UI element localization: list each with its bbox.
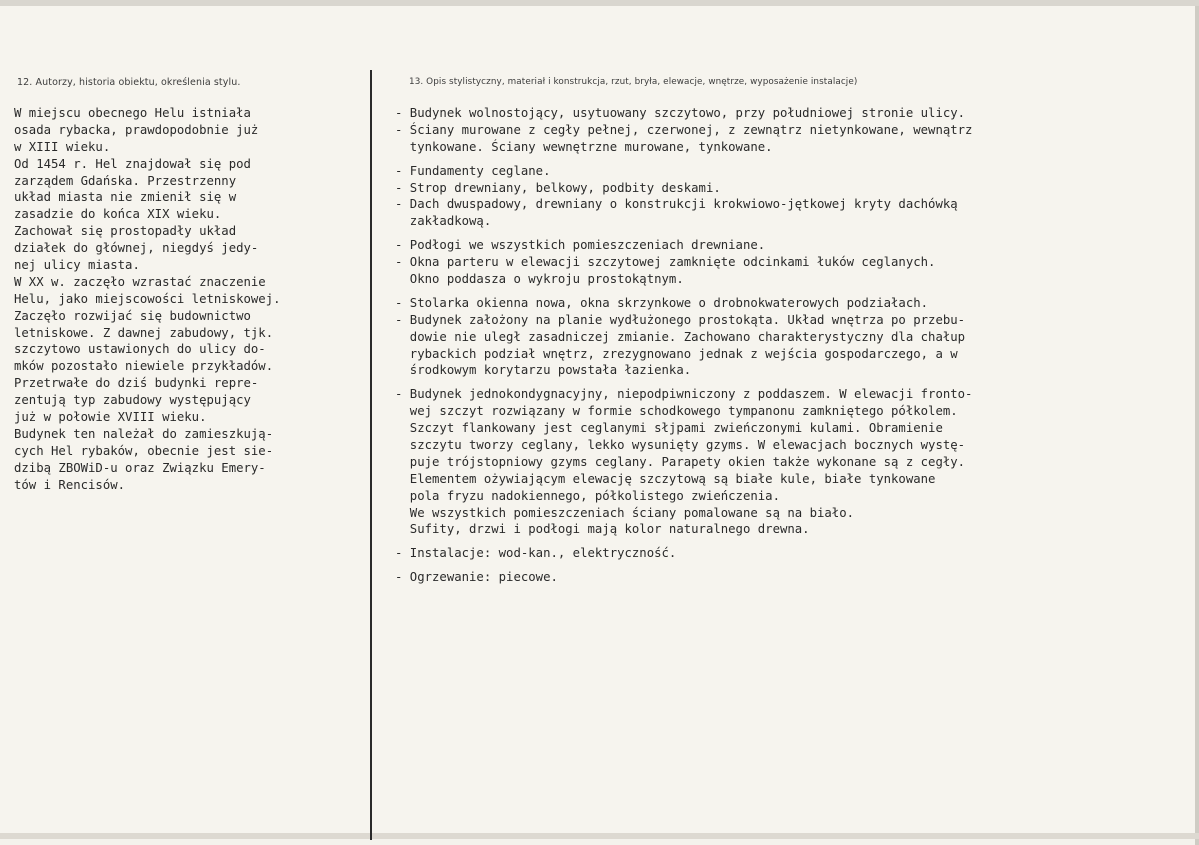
description-line: - Podłogi we wszystkich pomieszczeniach drewniane. xyxy=(395,238,766,253)
description-line: We wszystkich pomieszczeniach ściany pomalowane są na biało. xyxy=(395,505,855,520)
card-edge-bottom xyxy=(0,833,1199,839)
history-line: Helu, jako miejscowości letniskowej. xyxy=(14,291,281,306)
history-line: W XX w. zaczęło wzrastać znaczenie xyxy=(14,274,266,289)
history-line: Zaczęło rozwijać się budownictwo xyxy=(14,308,251,323)
description-line: szczytu tworzy ceglany, lekko wysunięty gzyms. W elewacjach bocznych wystę- xyxy=(395,438,966,453)
description-line: - Budynek założony na planie wydłużonego prostokąta. Układ wnętrza po przebu- xyxy=(395,312,966,327)
history-line: Zachował się prostopadły układ xyxy=(14,224,237,239)
description-text xyxy=(395,105,972,586)
card-edge-right xyxy=(1195,6,1199,845)
paragraph-gap xyxy=(395,379,972,386)
description-line: wej szczyt rozwiązany w formie schodkowego tympanonu zamkniętego półkolem. xyxy=(395,404,958,419)
description-line: puje trójstopniowy gzyms ceglany. Parapety okien także wykonane są z cegły. xyxy=(395,454,966,469)
description-line: Sufity, drzwi i podłogi mają kolor naturalnego drewna. xyxy=(395,522,810,537)
history-line: letniskowe. Z dawnej zabudowy, tjk. xyxy=(14,325,274,340)
history-line: W miejscu obecnego Helu istniała xyxy=(14,106,251,120)
description-line: - Dach dwuspadowy, drewniany o konstrukcji krokwiowo-jętkowej kryty dachówką xyxy=(395,197,958,212)
description-line: Elementem ożywiającym elewację szczytową są białe kule, białe tynkowane xyxy=(395,471,936,486)
section-12-header: 12. Autorzy, historia obiektu, określenia stylu. xyxy=(17,77,241,88)
history-line: zentują typ zabudowy występujący xyxy=(14,393,251,408)
history-line: dzibą ZBOWiD-u oraz Związku Emery- xyxy=(14,460,266,475)
description-line: zakładkową. xyxy=(395,214,492,229)
history-line: tów i Rencisów. xyxy=(14,477,126,492)
section-13-header: 13. Opis stylistyczny, materiał i konstrukcja, rzut, bryła, elewacje, wnętrze, wyposażenie instalacje) xyxy=(409,77,858,87)
history-line: szczytowo ustawionych do ulicy do- xyxy=(14,342,266,357)
history-line: układ miasta nie zmienił się w xyxy=(14,190,237,205)
history-line: zarządem Gdańska. Przestrzenny xyxy=(14,173,237,188)
paragraph-gap xyxy=(395,156,972,163)
history-line: nej ulicy miasta. xyxy=(14,258,140,273)
description-line: tynkowane. Ściany wewnętrzne murowane, tynkowane. xyxy=(395,139,773,154)
paragraph-gap xyxy=(395,538,972,545)
history-line: mków pozostało niewiele przykładów. xyxy=(14,359,274,374)
history-text xyxy=(14,105,281,493)
description-line: - Fundamenty ceglane. xyxy=(395,163,551,178)
description-line: - Stolarka okienna nowa, okna skrzynkowe o drobnokwaterowych podziałach. xyxy=(395,295,929,310)
description-line: Szczyt flankowany jest ceglanymi słjpami zwieńczonymi kulami. Obramienie xyxy=(395,421,943,436)
description-line: - Budynek jednokondygnacyjny, niepodpiwniczony z poddaszem. W elewacji fronto- xyxy=(395,387,973,402)
history-line: już w połowie XVIII wieku. xyxy=(14,410,207,425)
history-line: cych Hel rybaków, obecnie jest sie- xyxy=(14,443,274,458)
description-line: - Instalacje: wod-kan., elektryczność. xyxy=(395,546,677,561)
description-line: rybackich podział wnętrz, zrezygnowano jednak z wejścia gospodarczego, a w xyxy=(395,346,958,361)
description-line: dowie nie uległ zasadniczej zmianie. Zachowano charakterystyczny dla chałup xyxy=(395,329,966,344)
history-line: w XIII wieku. xyxy=(14,139,111,154)
history-line: zasadzie do końca XIX wieku. xyxy=(14,207,222,222)
description-line: pola fryzu nadokiennego, półkolistego zwieńczenia. xyxy=(395,488,780,503)
description-line: - Okna parteru w elewacji szczytowej zamknięte odcinkami łuków ceglanych. xyxy=(395,255,936,270)
paragraph-gap xyxy=(395,288,972,295)
history-line: Budynek ten należał do zamieszkują- xyxy=(14,426,274,441)
description-line: - Strop drewniany, belkowy, podbity deskami. xyxy=(395,180,721,195)
history-line: działek do głównej, niegdyś jedy- xyxy=(14,241,259,256)
column-divider xyxy=(370,70,372,840)
paragraph-gap xyxy=(395,230,972,237)
description-line: Okno poddasza o wykroju prostokątnym. xyxy=(395,272,684,287)
history-line: Od 1454 r. Hel znajdował się pod xyxy=(14,156,251,171)
description-line: - Ogrzewanie: piecowe. xyxy=(395,570,558,585)
history-line: Przetrwałe do dziś budynki repre- xyxy=(14,376,259,391)
description-line: - Budynek wolnostojący, usytuowany szczytowo, przy południowej stronie ulicy. xyxy=(395,106,966,120)
history-line: osada rybacka, prawdopodobnie już xyxy=(14,122,259,137)
paragraph-gap xyxy=(395,562,972,569)
description-line: środkowym korytarzu powstała łazienka. xyxy=(395,363,692,378)
description-line: - Ściany murowane z cegły pełnej, czerwonej, z zewnątrz nietynkowane, wewnątrz xyxy=(395,122,973,137)
